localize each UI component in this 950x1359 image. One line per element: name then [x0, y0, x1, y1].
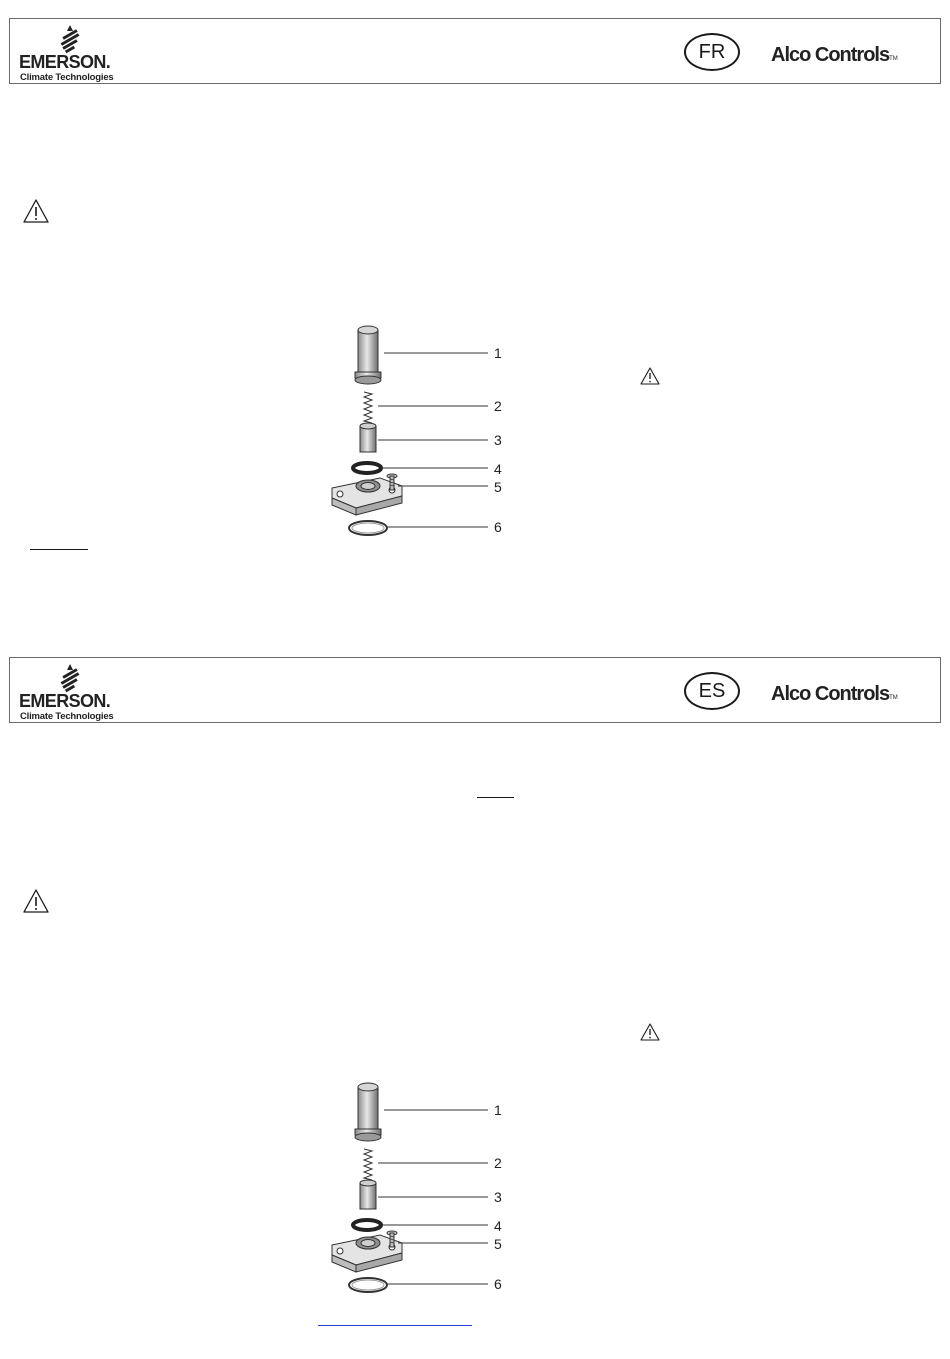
emerson-logo — [19, 664, 129, 720]
emerson-logo-icon — [57, 25, 83, 55]
warning-triangle-icon — [640, 367, 660, 385]
exploded-parts-diagram — [320, 1077, 520, 1297]
spring — [364, 392, 372, 423]
emerson-logo — [19, 25, 129, 81]
callout-2: 2 — [494, 1155, 502, 1171]
valve-parts-drawing — [320, 320, 520, 540]
o-ring — [353, 463, 381, 473]
callout-2: 2 — [494, 398, 502, 414]
armature-tube — [355, 326, 381, 384]
trademark-mark: TM — [889, 56, 898, 62]
o-ring — [353, 1220, 381, 1230]
underline-rule — [30, 549, 88, 550]
callout-4: 4 — [494, 461, 502, 477]
hyperlink-underline[interactable] — [318, 1325, 472, 1326]
trademark-mark: TM — [889, 695, 898, 701]
brand-subtitle: Climate Technologies — [20, 711, 114, 722]
brand-subtitle: Climate Technologies — [20, 72, 114, 83]
language-badge: ES — [684, 672, 740, 710]
warning-triangle-icon — [640, 1023, 660, 1041]
callout-3: 3 — [494, 1189, 502, 1205]
warning-triangle-icon — [22, 198, 50, 224]
exploded-parts-diagram — [320, 320, 520, 540]
es-header — [9, 657, 941, 723]
underline-rule — [477, 797, 514, 798]
language-badge: FR — [684, 33, 740, 71]
plunger — [360, 423, 376, 452]
spring — [364, 1149, 372, 1180]
callout-4: 4 — [494, 1218, 502, 1234]
callout-6: 6 — [494, 519, 502, 535]
brand-name: EMERSON. — [19, 52, 111, 72]
callout-1: 1 — [494, 1102, 502, 1118]
callout-5: 5 — [494, 479, 502, 495]
callout-1: 1 — [494, 345, 502, 361]
armature-tube — [355, 1083, 381, 1141]
brand-name: EMERSON. — [19, 691, 111, 711]
product-brand — [771, 45, 898, 65]
warning-triangle-icon — [22, 888, 50, 914]
callout-3: 3 — [494, 432, 502, 448]
callout-6: 6 — [494, 1276, 502, 1292]
product-brand-name: Alco Controls — [771, 44, 890, 66]
callout-5: 5 — [494, 1236, 502, 1252]
emerson-logo-icon — [57, 664, 83, 694]
valve-parts-drawing — [320, 1077, 520, 1297]
plunger — [360, 1180, 376, 1209]
fr-header — [9, 18, 941, 84]
product-brand-name: Alco Controls — [771, 683, 890, 705]
product-brand — [771, 684, 898, 704]
